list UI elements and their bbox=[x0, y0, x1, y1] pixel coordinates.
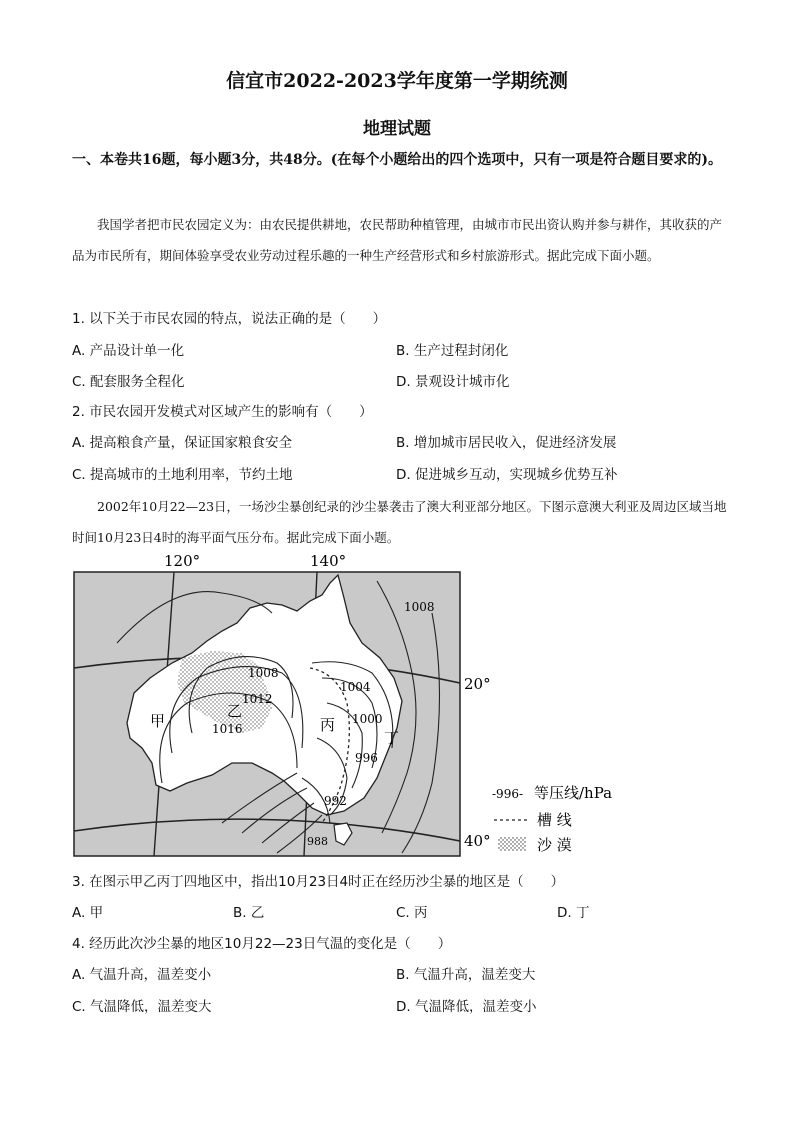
question-4-option-a[interactable]: A. 气温升高，温差变小 bbox=[72, 967, 212, 983]
latitude-20-label: 20° bbox=[464, 675, 491, 693]
question-4-option-d[interactable]: D. 气温降低，温差变小 bbox=[396, 999, 537, 1015]
question-2-stem: 2. 市民农园开发模式对区域产生的影响有（ ） bbox=[72, 404, 373, 420]
question-2-option-a[interactable]: A. 提高粮食产量，保证国家粮食安全 bbox=[72, 435, 293, 451]
longitude-120-label: 120° bbox=[164, 553, 201, 570]
question-3-stem: 3. 在图示甲乙丙丁四地区中，指出10月23日4时正在经历沙尘暴的地区是（ ） bbox=[72, 874, 565, 890]
isobar-label-1016: 1016 bbox=[212, 722, 243, 736]
legend-isobar-label: 等压线/hPa bbox=[534, 784, 613, 802]
isobar-label-1008: 1008 bbox=[248, 666, 279, 680]
passage-2: 2002年10月22—23日，一场沙尘暴创纪录的沙尘暴袭击了澳大利亚部分地区。下图示意澳大利亚及周边区域当地时间10月23日4时的海平面气压分布。据此完成下面小题。 bbox=[72, 499, 727, 545]
isobar-label-996: 996 bbox=[355, 751, 378, 765]
latitude-40-label: 40° bbox=[464, 832, 491, 850]
isobar-label-1004: 1004 bbox=[340, 680, 371, 694]
question-1-stem: 1. 以下关于市民农园的特点，说法正确的是（ ） bbox=[72, 311, 387, 327]
question-2-option-b[interactable]: B. 增加城市居民收入，促进经济发展 bbox=[396, 435, 617, 451]
question-1-option-b[interactable]: B. 生产过程封闭化 bbox=[396, 343, 509, 359]
question-1-option-c[interactable]: C. 配套服务全程化 bbox=[72, 374, 185, 390]
question-1-option-d[interactable]: D. 景观设计城市化 bbox=[396, 374, 510, 390]
question-2-option-d[interactable]: D. 促进城乡互动，实现城乡优势互补 bbox=[396, 467, 618, 483]
longitude-140-label: 140° bbox=[310, 553, 347, 570]
isobar-label-1012: 1012 bbox=[242, 692, 273, 706]
legend-desert-label: 沙 漠 bbox=[537, 836, 572, 854]
region-label-yi: 乙 bbox=[227, 702, 243, 720]
region-label-bing: 丙 bbox=[320, 716, 336, 734]
page-title: 信宜市2022-2023学年度第一学期统测 bbox=[226, 70, 568, 92]
question-3-option-c[interactable]: C. 丙 bbox=[396, 905, 428, 921]
legend-trough-label: 槽 线 bbox=[537, 811, 572, 829]
region-label-ding: 丁 bbox=[384, 729, 400, 747]
question-3-option-b[interactable]: B. 乙 bbox=[233, 905, 265, 921]
question-2-option-c[interactable]: C. 提高城市的土地利用率，节约土地 bbox=[72, 467, 293, 483]
legend-desert-symbol bbox=[498, 837, 526, 851]
section-heading: 一、本卷共16题，每小题3分，共48分。(在每个小题给出的四个选项中，只有一项是符合题目要求的)。 bbox=[72, 152, 722, 168]
question-4-stem: 4. 经历此次沙尘暴的地区10月22—23日气温的变化是（ ） bbox=[72, 936, 452, 952]
question-4-option-b[interactable]: B. 气温升高，温差变大 bbox=[396, 967, 536, 983]
isobar-label-1008-east: 1008 bbox=[404, 600, 435, 614]
legend-isobar-sample: -996- bbox=[492, 787, 524, 801]
question-1-option-a[interactable]: A. 产品设计单一化 bbox=[72, 343, 185, 359]
question-4-option-c[interactable]: C. 气温降低，温差变大 bbox=[72, 999, 212, 1015]
question-3-option-a[interactable]: A. 甲 bbox=[72, 905, 104, 921]
passage-1: 我国学者把市民农园定义为：由农民提供耕地，农民帮助种植管理，由城市市民出资认购并参与耕作，其收获的产品为市民所有，期间体验享受农业劳动过程乐趣的一种生产经营形式和乡村旅游形式。据此完成下面小题。 bbox=[72, 217, 723, 263]
isobar-label-1000: 1000 bbox=[352, 712, 383, 726]
region-label-jia: 甲 bbox=[150, 712, 166, 730]
question-3-option-d[interactable]: D. 丁 bbox=[557, 905, 590, 921]
page-subtitle: 地理试题 bbox=[363, 119, 431, 139]
pressure-map-figure bbox=[72, 553, 632, 858]
isobar-label-988: 988 bbox=[307, 835, 328, 848]
isobar-label-992: 992 bbox=[324, 794, 347, 808]
